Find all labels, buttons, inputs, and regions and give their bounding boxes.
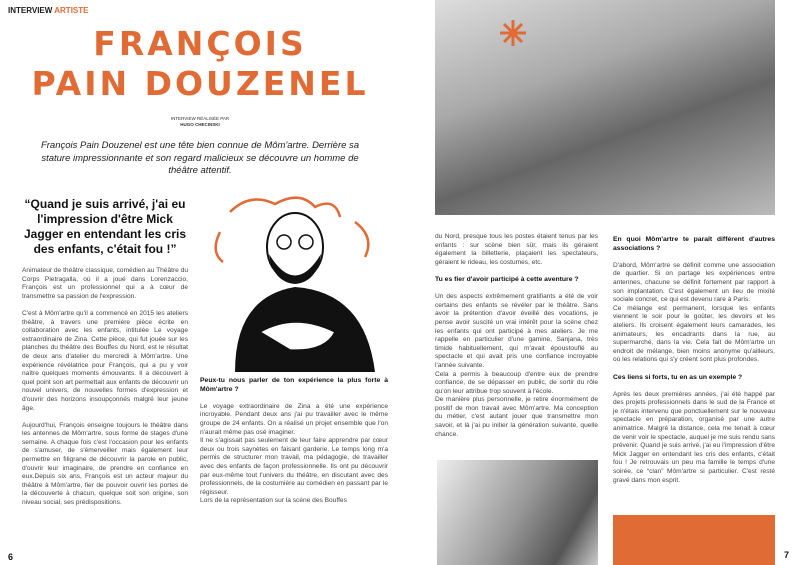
- paragraph: Un des aspects extrêmement gratifiants a été de voir certains des enfants se révéler par le théâtre. Sans avoir la prétention d'avoir éveillé des vocations, je pense avoir suscité un vrai intérêt pour la scène chez les enfants qui ont participé à mes ateliers. Je me rappelle en particulier d'une gamine, Sanjana, très timide habituellement, qui m'avait époustouflé au spectacle et qui avait pris une confiance incroyable l'année suivante.: [435, 293, 598, 369]
- paragraph: Il ne s'agissait pas seulement de leur faire apprendre par cœur deux ou trois saynètes en faisant garderie. Le temps long m'a permis de structurer mon travail, ma pédagogie, de travailler avec des enfants de façon professionnelle. Ils ont pu découvrir par eux-même tout l'univers du théâtre, en discutant avec des professionnels, de la costumière au comédien en passant par le régisseur.: [200, 437, 388, 496]
- sparkle-doodle-icon: [498, 18, 528, 48]
- accent-block: [613, 515, 775, 565]
- title-line-1: FRANÇOIS: [93, 24, 307, 63]
- paragraph: du Nord, presque tous les postes étaient tenus par les enfants : sur scène bien sûr, mais ils géraient également la billetterie, plaçaient les spectateurs, géraient le rideau, les costumes, etc.: [435, 233, 598, 266]
- classroom-photo: [435, 0, 775, 215]
- interview-question: Peux-tu nous parler de ton expérience la plus forte à Môm'artre ?: [200, 377, 388, 393]
- title-line-2: PAIN DOUZENEL: [31, 64, 369, 103]
- paragraph: Le voyage extraordinaire de Zina a été une expérience incroyable. Pendant deux ans j'ai pu travailler avec le même groupe de 24 enfants. On a réalisé un projet ensemble que l'on n'aurait même pas osé imaginer.: [200, 402, 388, 436]
- children-photo: [437, 460, 598, 565]
- interview-question: Tu es fier d'avoir participé à cette aventure ?: [435, 275, 579, 283]
- article-title: [0, 24, 400, 104]
- column-2: [200, 377, 388, 506]
- section-label: INTERVIEW: [8, 6, 53, 15]
- paragraph: Ce mélange est permanent, lorsque les enfants viennent le soir pour le goûter, les devoirs et les ateliers. Ils croisent également leurs camarades, les animateurs, les encadrants dans la rue, au supermarché, dans la vie. Cela fait de Môm'artre un endroit de mélange, bien moins anonyme qu'ailleurs, où les relations qui s'y créent sont plus profondes.: [613, 304, 775, 364]
- paragraph: Lors de la représentation sur la scène des Bouffes: [200, 497, 347, 505]
- byline: [0, 116, 400, 128]
- paragraph: De manière plus personnelle, je retire énormément de positif de mon travail avec Môm'artre. Ma conception du métier, c'est autant jouer que transmettre mon savoir, et là j'ai pu initier la génération suivante, quelle chance.: [435, 396, 598, 438]
- interview-question: En quoi Môm'artre te paraît différent d'autres associations ?: [613, 236, 775, 252]
- paragraph: C'est à Môm'artre qu'il a commencé en 2015 les ateliers théâtre, à travers une première pièce écrite en collaboration avec les enfants, intitulée Le voyage extraordinaire de Zina. Cette pièce, qui fut jouée sur les planches du théâtre des Bouffes du Nord, est le résultat de deux ans d'atelier du mercredi à Môm'artre. Une expérience révélatrice pour François, qui a pu y voir naître quelques moments émouvants. Il a découvert à quel point son art permettait aux enfants de découvrir un nouvel univers, de nouvelles formes d'expression et d'ouvrir des horizons insoupçonnés malgré leur jeune âge.: [22, 309, 188, 412]
- byline-author: HUGO CHECINSKI: [180, 122, 220, 127]
- paragraph: Animateur de théâtre classique, comédien au Théâtre du Corps Pietragalla, où il a joué dans Lorenzaccio, François est un professionnel qui a à cœur de transmettre sa passion de l'expression.: [22, 267, 188, 300]
- paragraph: Cela a permis à beaucoup d'entre eux de prendre confiance, de se dépasser en public, de sortir du rôle qu'on leur attribue trop souvent à l'école.: [435, 370, 598, 395]
- column-3: [435, 233, 598, 439]
- page-number-right: 7: [784, 550, 790, 560]
- category-label: ARTISTE: [54, 6, 89, 15]
- pull-quote: “Quand je suis arrivé, j'ai eu l'impression d'être Mick Jagger en entendant les cris des enfants, c'était fou !”: [23, 197, 187, 256]
- paragraph: Aujourd'hui, François enseigne toujours le théâtre dans les antennes de Môm'artre, sous forme de stages d'une semaine. A chaque fois c'est l'occasion pour les enfants de s'amuser, de s'émerveiller mais également leur permettre en filigrane de découvrir la parole en public, d'ouvrir leur imaginaire, de prendre en confiance en eux.Depuis six ans, François est un acteur majeur du théâtre à Môm'artre, fier de pouvoir ouvrir les portes de la découverte à chacun, quelque soit son origine, son niveau social, ses prédispositions.: [22, 421, 188, 507]
- lead-paragraph: François Pain Douzenel est une tête bien connue de Môm'artre. Derrière sa stature impressionnante et son regard malicieux se découvre un homme de théâtre attentif.: [40, 140, 360, 176]
- paragraph: D'abord, Môm'artre se définit comme une association de quartier. Si on partage les expériences entre antennes, chacune se définit fortement par rapport à son implantation. C'est également un lieu de mixité sociale concret, ce qui est devenu rare à Paris.: [613, 261, 775, 304]
- paragraph: Après les deux premières années, j'ai été happé par des projets professionnels dans le sud de la France et je n'étais intervenu que ponctuellement sur le nouveau spectacle en préparation, organisé par une autre animatrice. Malgré la distance, cela me tenait à cœur de venir voir le spectacle, auquel je me suis rendu sans prévenir. Quand je suis arrivé, j'ai eu l'impression d'être Mick Jagger en entendant les cris des enfants, c'était fou ! Je retrouvais un peu ma famille le temps d'une soirée, ce “clan” Môm'artre si particulier. C'est resté gravé dans mon esprit.: [613, 390, 776, 484]
- column-1: [22, 267, 188, 516]
- portrait-illustration: [205, 192, 395, 372]
- section-kicker: [8, 6, 88, 15]
- column-4: [613, 236, 775, 494]
- page-number-left: 6: [8, 552, 14, 562]
- byline-label: INTERVIEW RÉALISÉE PAR: [170, 116, 230, 121]
- interview-question: Ces liens si forts, tu en as un exemple ?: [613, 373, 743, 381]
